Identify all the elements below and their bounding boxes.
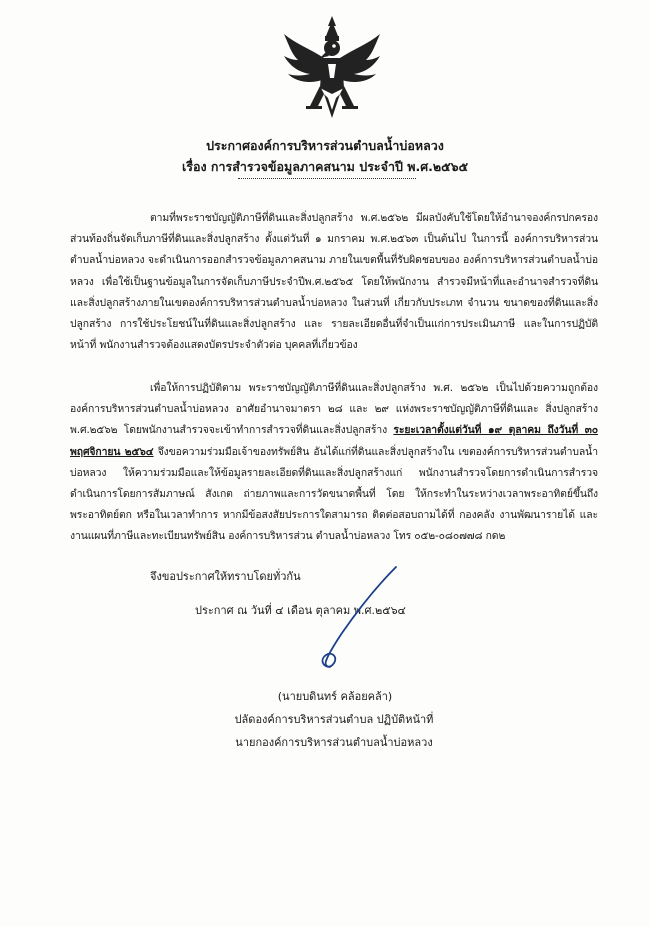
signatory-position-acting: นายกองค์การบริหารส่วนตำบลน้ำบ่อหลวง <box>235 736 433 749</box>
title-divider <box>238 178 416 179</box>
paragraph-background: ตามที่พระราชบัญญัติภาษีที่ดินและสิ่งปลูกสร้าง พ.ศ.๒๕๖๒ มีผลบังคับใช้โดยให้อำนาจองค์กรปกครองส่วนท้องถิ่นจัดเก็บภาษีที่ดินและสิ่งปลูกสร้าง ตั้งแต่วันที่ ๑ มกราคม พ.ศ.๒๕๖๓ เป็นต้นไป ในการนี้ องค์การบริหารส่วนตำบลน้ำบ่อหลวง จะดำเนินการออกสำรวจข้อมูลภาคสนาม ภายในเขตพื้นที่รับผิดชอบของ องค์การบริหารส่วนตำบลน้ำบ่อหลวง เพื่อใช้เป็นฐานข้อมูลในการจัดเก็บภาษีประจำปีพ.ศ.๒๕๖๕ โดยให้พนักงาน สำรวจมีหน้าที่และอำนาจสำรวจที่ดินและสิ่งปลูกสร้างภายในเขตองค์การบริหารส่วนตำบลน้ำบ่อหลวง ในส่วนที่ เกี่ยวกับประเภท จำนวน ขนาดของที่ดินและสิ่งปลูกสร้าง การใช้ประโยชน์ในที่ดินและสิ่งปลูกสร้าง และ รายละเอียดอื่นที่จำเป็นแก่การประเมินภาษี และในการปฏิบัติหน้าที่ พนักงานสำรวจต้องแสดงบัตรประจำตัวต่อ บุคคลที่เกี่ยวข้อง <box>70 212 598 352</box>
announcement-title: ประกาศองค์การบริหารส่วนตำบลน้ำบ่อหลวง <box>206 138 444 153</box>
signatory-name: (นายบดินทร์ คล้อยคล้า) <box>277 690 393 703</box>
handwritten-signature <box>300 563 410 673</box>
garuda-emblem-icon <box>282 14 382 126</box>
signatory-position: ปลัดองค์การบริหารส่วนตำบล ปฏิบัติหน้าที่ <box>234 713 434 726</box>
paragraph-survey-intro: เพื่อให้การปฏิบัติตาม พระราชบัญญัติภาษีที่ดินและสิ่งปลูกสร้าง พ.ศ. ๒๕๖๒ เป็นไปด้วยความถูกต้อง องค์การบริหารส่วนตำบลน้ำบ่อหลวง อาศัยอำนาจมาตรา ๒๘ และ ๒๙ แห่งพระราชบัญญัติภาษีที่ดินและ สิ่งปลูกสร้าง พ.ศ.๒๕๖๒ โดยพนักงานสำรวจจะเข้าทำการสำรวจที่ดินและสิ่งปลูกสร้าง <box>70 382 598 437</box>
paragraph-survey-details <box>70 378 598 548</box>
closing-announcement: จึงขอประกาศให้ทราบโดยทั่วกัน <box>150 570 301 583</box>
survey-period: ระยะเวลาตั้งแต่วันที่ ๑๙ ตุลาคม ถึงวันที่ ๓๐ พฤศจิกายน ๒๕๖๔ <box>70 424 598 458</box>
announcement-date: ประกาศ ณ วันที่ ๔ เดือน ตุลาคม พ.ศ.๒๕๖๔ <box>195 604 406 617</box>
paragraph-survey-rest: จึงขอความร่วมมือเจ้าของทรัพย์สิน อันได้แก่ที่ดินและสิ่งปลูกสร้างใน เขตองค์การบริหารส่วนตำบลน้ำบ่อหลวง ให้ความร่วมมือและให้ข้อมูลรายละเอียดที่ดินและสิ่งปลูกสร้างแก่ พนักงานสำรวจโดยการดำเนินการสำรวจดำเนินการโดยการสัมภาษณ์ สังเกต ถ่ายภาพและการวัดขนาดพื้นที่ โดย ให้กระทำในระหว่างเวลาพระอาทิตย์ขึ้นถึงพระอาทิตย์ตก หรือในเวลาทำการ หากมีข้อสงสัยประการใดสามารถ ติดต่อสอบถามได้ที่ กองคลัง งานพัฒนารายได้ และ งานแผนที่ภาษีและทะเบียนทรัพย์สิน องค์การบริหารส่วน ตำบลน้ำบ่อหลวง โทร ๐๕๒-๐๘๐๗๗๘ กด๒ <box>70 445 598 543</box>
announcement-subject: เรื่อง การสำรวจข้อมูลภาคสนาม ประจำปี พ.ศ.๒๕๖๕ <box>181 159 469 174</box>
